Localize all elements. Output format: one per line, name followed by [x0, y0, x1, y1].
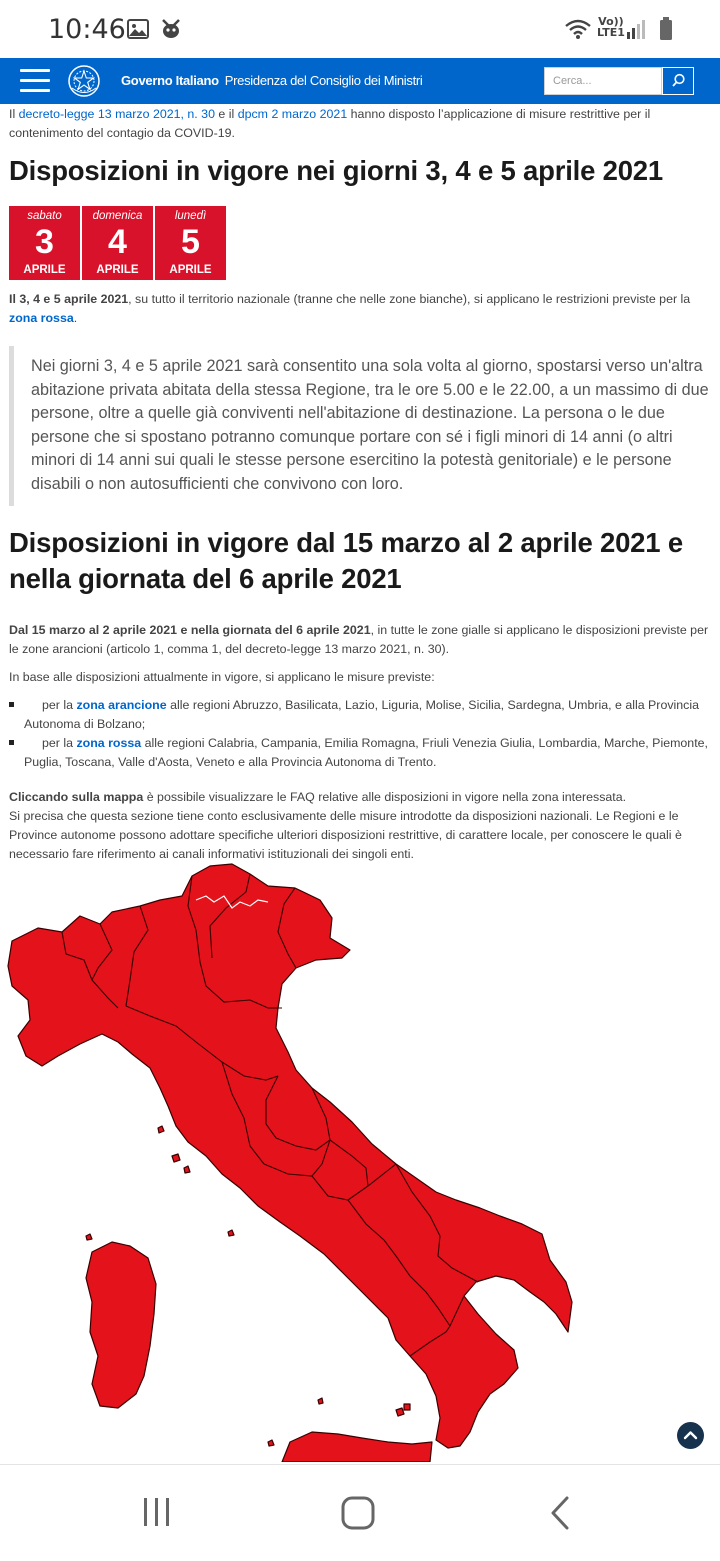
section2-paragraph-3: Cliccando sulla mappa è possibile visualizzare le FAQ relative alle disposizioni in vigore nella zona interessata. — [9, 790, 627, 804]
search-icon — [663, 68, 693, 94]
decreto-legge-link[interactable]: decreto-legge 13 marzo 2021, n. 30 — [18, 107, 215, 121]
zone-list — [9, 696, 709, 772]
dpcm-link[interactable]: dpcm 2 marzo 2021 — [237, 107, 348, 121]
battery-icon — [659, 17, 673, 41]
search-input[interactable] — [544, 67, 662, 95]
home-icon[interactable] — [340, 1495, 376, 1531]
brand-subtitle[interactable]: Presidenza del Consiglio dei Ministri — [224, 73, 423, 88]
map-region-sardegna[interactable] — [86, 1242, 156, 1408]
zona-arancione-link[interactable]: zona arancione — [76, 698, 167, 712]
signal-icon — [626, 18, 646, 40]
brand-name[interactable]: Governo Italiano — [121, 73, 219, 88]
hamburger-menu-button[interactable] — [20, 69, 50, 93]
italy-map[interactable] — [0, 856, 720, 1462]
section1-paragraph: Il 3, 4 e 5 aprile 2021, su tutto il territorio nazionale (tranne che nelle zone bianche), si applicano le restrizioni previste per la zona rossa. — [9, 292, 691, 325]
section2-paragraph-1: Dal 15 marzo al 2 aprile 2021 e nella giornata del 6 aprile 2021, in tutte le zone gialle si applicano le disposizioni previste per le zone arancioni (articolo 1, comma 1, del decreto-legge 13 marzo 2021, n. 30). — [9, 623, 709, 656]
alien-icon — [159, 17, 183, 41]
section2-paragraph-2: In base alle disposizioni attualmente in vigore, si applicano le misure previste: — [9, 670, 435, 684]
back-to-top-button[interactable] — [677, 1422, 704, 1449]
map-region-mainland[interactable] — [8, 864, 572, 1448]
status-bar — [0, 0, 720, 58]
list-item: per la zona rossa alle regioni Calabria, Campania, Emilia Romagna, Friuli Venezia Giulia, Lombardia, Marche, Piemonte, Puglia, Toscana, Valle d'Aosta, Veneto e alla Provincia Autonoma di Trento. — [9, 734, 709, 772]
section1-title: Disposizioni in vigore nei giorni 3, 4 e 5 aprile 2021 — [9, 155, 663, 186]
recent-apps-icon[interactable] — [142, 1495, 172, 1529]
status-time: 10:46 — [48, 14, 126, 45]
date-badges — [9, 206, 709, 280]
zona-rossa-link[interactable]: zona rossa — [9, 311, 74, 325]
section2-paragraph-4: Si precisa che questa sezione tiene conto esclusivamente delle misure introdotte da disposizioni nazionali. Le Regioni e le Province autonome possono adottare specifiche ulteriori disposizioni restrittive, di carattere locale, per conoscere le quali è necessario fare riferimento ai canali informativi istituzionali dei singoli enti. — [9, 809, 682, 861]
section2-title: Disposizioni in vigore dal 15 marzo al 2 aprile 2021 e nella giornata del 6 aprile 2021 — [9, 527, 683, 594]
list-item: per la zona arancione alle regioni Abruzzo, Basilicata, Lazio, Liguria, Molise, Sicilia, Sardegna, Umbria, e alla Provincia Autonoma di Bolzano; — [9, 696, 709, 734]
back-icon[interactable] — [548, 1495, 572, 1531]
map-region-sicilia[interactable] — [282, 1432, 432, 1462]
date-badge-domenica: domenica 4 APRILE — [82, 206, 153, 280]
date-badge-lunedi: lunedì 5 APRILE — [155, 206, 226, 280]
italy-map-svg[interactable] — [0, 856, 720, 1462]
volte-icon: Vo)) LTE1 — [597, 15, 625, 39]
italian-emblem-icon[interactable] — [67, 64, 101, 98]
wifi-icon — [564, 18, 592, 40]
search-button[interactable] — [662, 67, 694, 95]
gallery-icon — [127, 19, 149, 39]
site-brand[interactable] — [121, 73, 423, 88]
chevron-up-icon — [677, 1422, 704, 1449]
page-content — [9, 104, 709, 864]
intro-paragraph: Il decreto-legge 13 marzo 2021, n. 30 e il dpcm 2 marzo 2021 hanno disposto l’applicazione di misure restrittive per il contenimento del contagio da COVID-19. — [9, 107, 651, 140]
site-header — [0, 58, 720, 104]
zona-rossa-list-link[interactable]: zona rossa — [76, 736, 142, 750]
android-nav-bar — [0, 1464, 720, 1561]
blockquote: Nei giorni 3, 4 e 5 aprile 2021 sarà consentito una sola volta al giorno, spostarsi verso un'altra abitazione privata abitata della stessa Regione, tra le ore 5.00 e le 22.00, a un massimo di due persone, oltre a quelle già conviventi nell'abitazione di destinazione. La persona o le due persone che si spostano potranno comunque portare con sé i figli minori di 14 anni (o altri minori di 14 anni sui quali le stesse persone esercitino la potestà genitoriale) e le persone disabili o non autosufficienti che convivono con loro. — [9, 346, 709, 506]
date-badge-sabato: sabato 3 APRILE — [9, 206, 80, 280]
